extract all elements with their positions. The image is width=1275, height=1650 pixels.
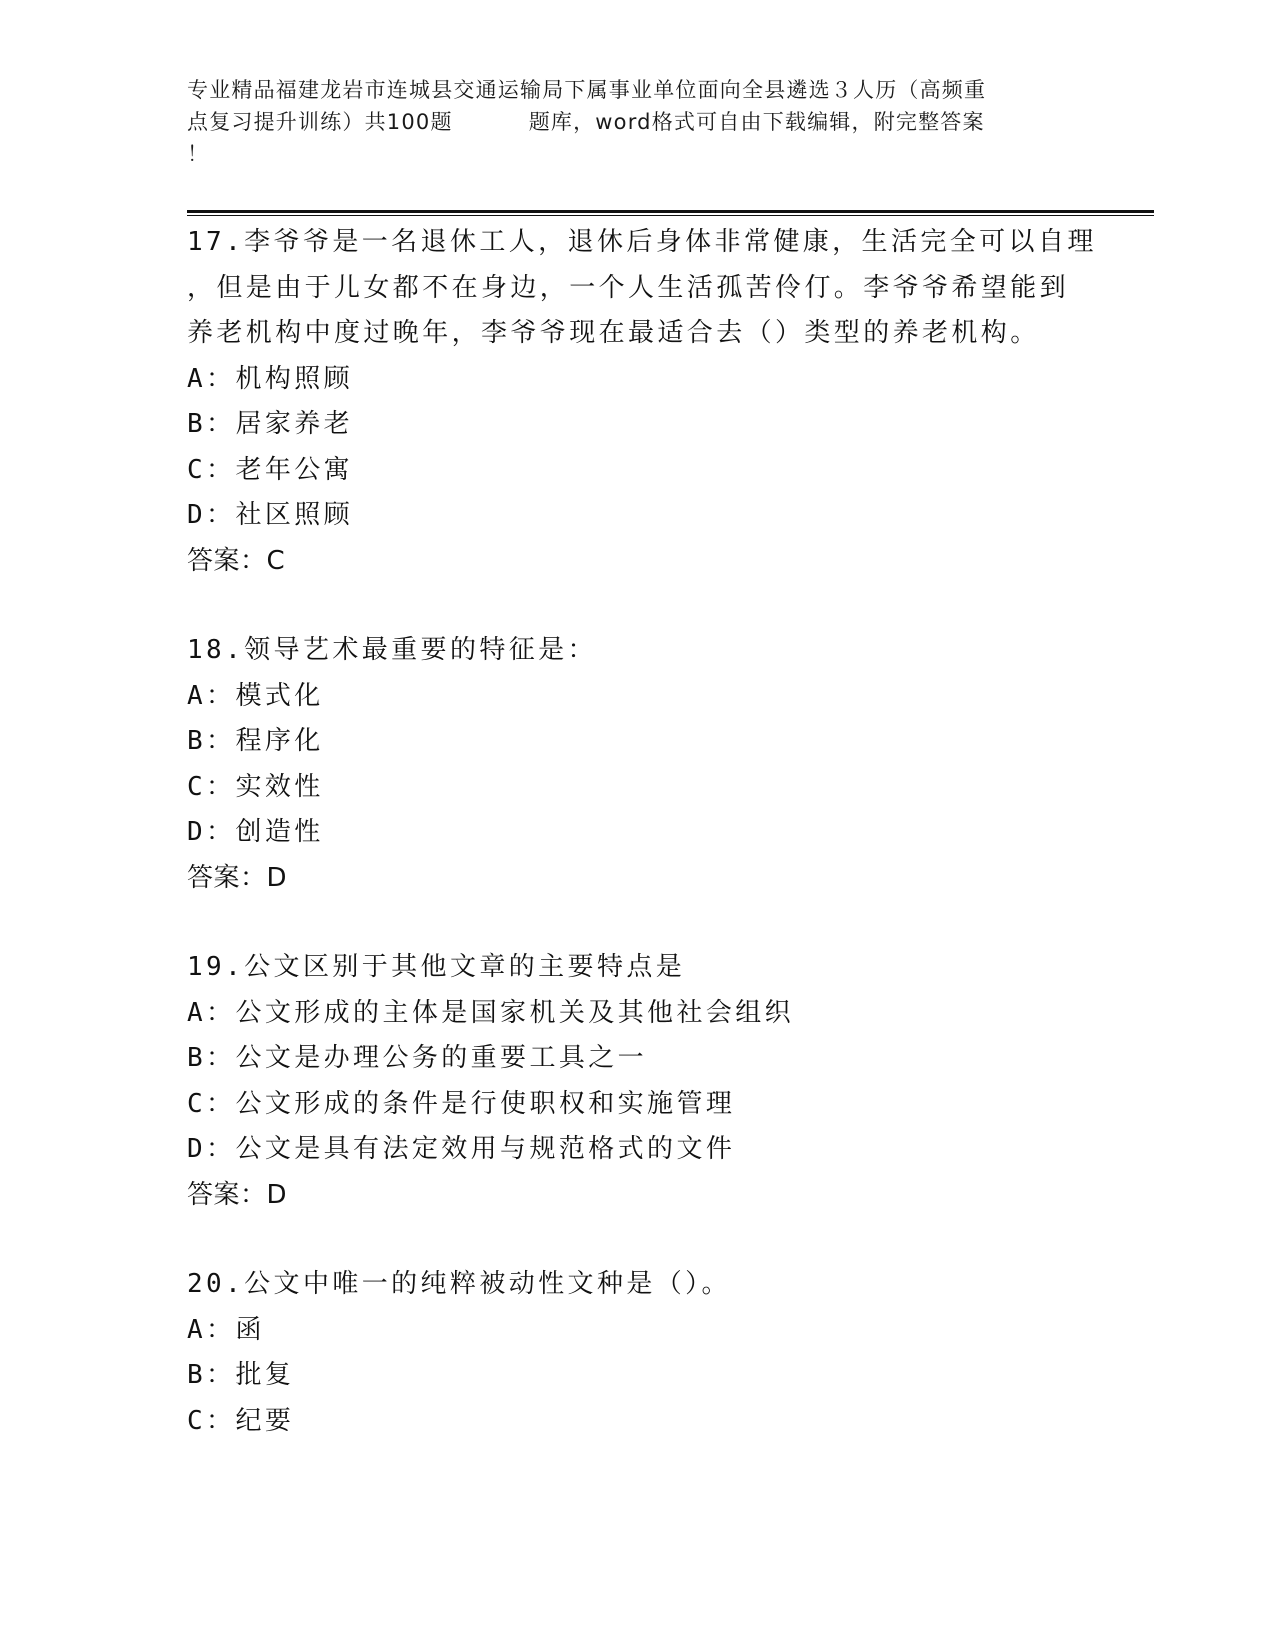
header-line-2-part-1: 点复习提升训练）共100题 [187,110,453,134]
question-text-line: 17.李爷爷是一名退休工人，退休后身体非常健康，生活完全可以自理 [187,227,1097,257]
question-text-line: 养老机构中度过晚年，李爷爷现在最适合去（）类型的养老机构。 [187,318,1040,348]
option-c: C：实效性 [187,771,324,802]
question-19 [187,945,1087,1218]
option-d: D：社区照顾 [187,500,354,530]
option-a: A：模式化 [187,680,324,711]
question-18 [187,628,1087,901]
option-a: A：机构照顾 [187,363,354,394]
question-list [187,220,1097,1488]
header-line-2 [187,106,1087,138]
question-text-line: 20.公文中唯一的纯粹被动性文种是（）。 [187,1269,731,1299]
option-a: A：公文形成的主体是国家机关及其他社会组织 [187,997,795,1028]
answer: 答案：C [187,545,286,576]
option-c: C：老年公寓 [187,454,354,485]
option-d: D：创造性 [187,817,324,847]
question-text-line: 19.公文区别于其他文章的主要特点是 [187,952,686,982]
header-line-1: 专业精品福建龙岩市连城县交通运输局下属事业单位面向全县遴选３人历（高频重 [187,78,987,102]
option-c: C：纪要 [187,1405,295,1436]
page-header [187,74,1087,170]
option-b: B：居家养老 [187,409,354,439]
option-b: B：程序化 [187,726,324,756]
option-c: C：公文形成的条件是行使职权和实施管理 [187,1088,736,1119]
option-b: B：批复 [187,1360,295,1390]
option-b: B：公文是办理公务的重要工具之一 [187,1043,648,1073]
question-text-line: 18.领导艺术最重要的特征是： [187,635,597,665]
header-line-3: ！ [187,142,210,166]
question-20 [187,1262,1087,1444]
option-a: A：函 [187,1314,265,1345]
option-d: D：公文是具有法定效用与规范格式的文件 [187,1134,736,1164]
answer: 答案：D [187,1179,288,1210]
question-text-line: ，但是由于儿女都不在身边，一个人生活孤苦伶仃。李爷爷希望能到 [187,272,1070,303]
question-17 [187,220,1097,584]
header-line-2-part-2: 题库，word格式可自由下载编辑，附完整答案 [528,110,985,134]
answer: 答案：D [187,862,288,893]
header-divider [187,210,1154,216]
